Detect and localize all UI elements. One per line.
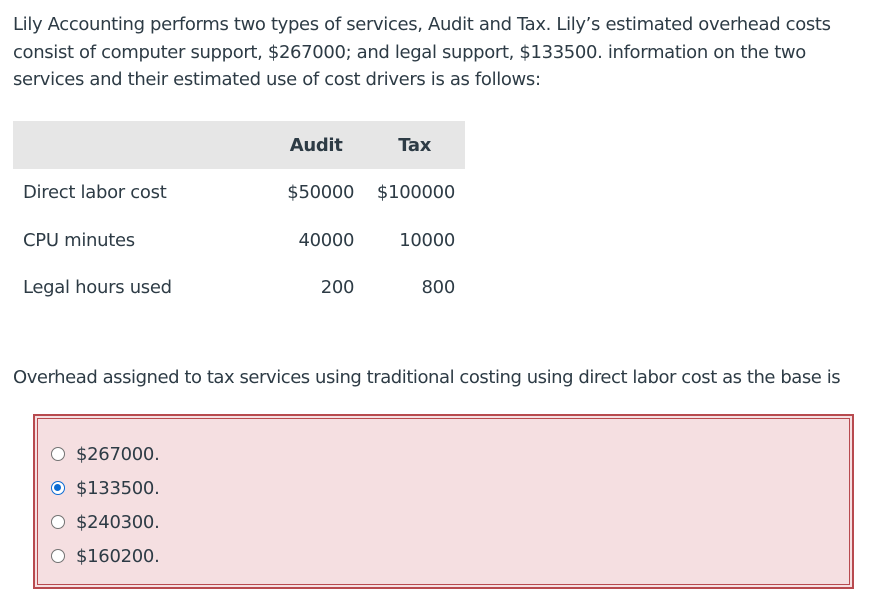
audit-value: $50000 — [287, 182, 355, 204]
option-label: $133500. — [76, 477, 160, 499]
option-label: $160200. — [76, 545, 160, 567]
header-tax: Tax — [398, 134, 432, 156]
answer-option-1[interactable] — [51, 437, 160, 471]
question-prompt: Overhead assigned to tax services using traditional costing using direct labor cost as the base is — [13, 367, 841, 388]
audit-value: 200 — [320, 277, 355, 299]
cost-driver-table — [13, 121, 465, 312]
answer-option-3[interactable] — [51, 505, 160, 539]
answer-options-panel — [33, 414, 854, 589]
answer-option-4[interactable] — [51, 539, 160, 573]
row-label: Legal hours used — [23, 277, 172, 299]
tax-value: 800 — [421, 277, 455, 299]
table-header-row — [13, 121, 465, 169]
table-row — [13, 169, 465, 217]
radio-button-selected[interactable] — [51, 481, 65, 495]
header-empty — [13, 121, 268, 169]
answer-option-2[interactable] — [51, 471, 160, 505]
option-label: $267000. — [76, 443, 160, 465]
row-label: Direct labor cost — [23, 182, 167, 204]
radio-button[interactable] — [51, 515, 65, 529]
answer-options-list — [51, 437, 160, 573]
radio-button[interactable] — [51, 549, 65, 563]
radio-button[interactable] — [51, 447, 65, 461]
row-label: CPU minutes — [23, 229, 135, 251]
option-label: $240300. — [76, 511, 160, 533]
tax-value: $100000 — [376, 182, 455, 204]
table-row — [13, 264, 465, 312]
header-audit: Audit — [289, 134, 343, 156]
question-intro: Lily Accounting performs two types of services, Audit and Tax. Lily’s estimated overhead costs consist of computer support, $267000; and legal support, $133500. information on the two services and their estimated use of cost drivers is as follows: — [13, 14, 831, 90]
tax-value: 10000 — [399, 229, 455, 251]
audit-value: 40000 — [298, 229, 355, 251]
table-row — [13, 217, 465, 265]
